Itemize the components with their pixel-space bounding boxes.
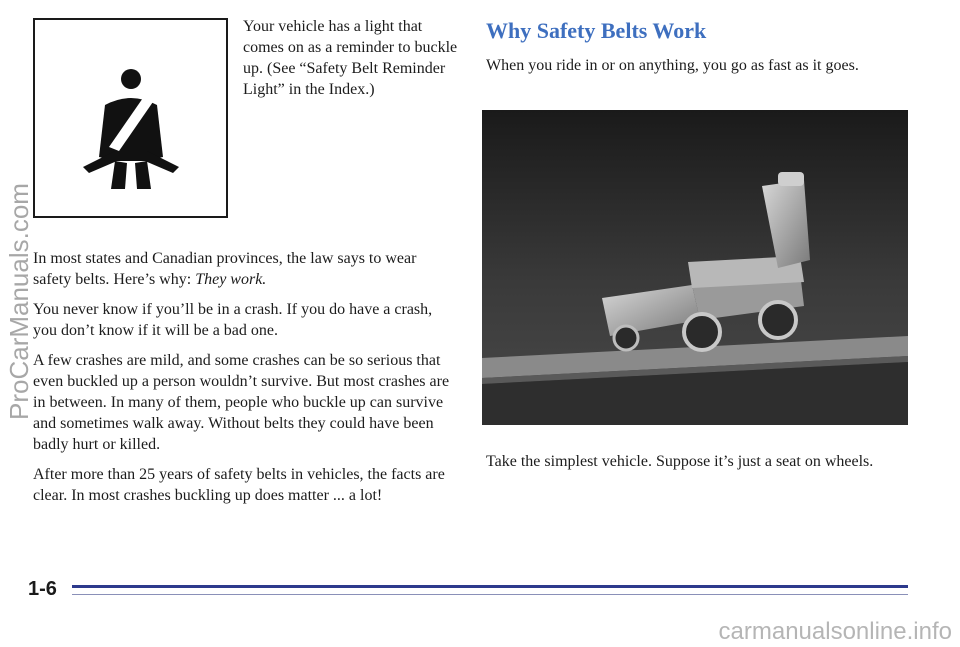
seat-on-wheels-illustration bbox=[482, 110, 908, 425]
side-watermark: ProCarManuals.com bbox=[4, 183, 34, 420]
body-paragraph-severity: A few crashes are mild, and some crashes can be so serious that even buckled up a person wouldn’t survive. But most crashes are in between. In many of them, people who buckle up can survive and sometimes walk away. Without belts they could have been badly hurt or killed. bbox=[33, 352, 450, 453]
emphasis-they-work: They work. bbox=[195, 271, 267, 288]
section-intro: When you ride in or on anything, you go as fast as it goes. bbox=[486, 57, 859, 74]
body-paragraph-facts: After more than 25 years of safety belts in vehicles, the facts are clear. In most crashes buckling up does matter ... a lot! bbox=[33, 466, 445, 504]
footer-rule-thin bbox=[72, 594, 908, 595]
body-paragraph-law: In most states and Canadian provinces, the law says to wear safety belts. Here’s why: They work. bbox=[33, 250, 417, 288]
seatbelt-reminder-icon-box bbox=[33, 18, 228, 218]
footer-rule bbox=[72, 585, 908, 588]
page-number: 1-6 bbox=[28, 578, 57, 600]
bottom-watermark: carmanualsonline.info bbox=[718, 618, 952, 645]
reminder-text: Your vehicle has a light that comes on as a reminder to buckle up. (See “Safety Belt Reminder Light” in the Index.) bbox=[243, 18, 458, 98]
illustration-caption: Take the simplest vehicle. Suppose it’s just a seat on wheels. bbox=[486, 453, 874, 470]
seat-on-wheels-drawing bbox=[482, 110, 908, 425]
seatbelt-person-icon bbox=[75, 65, 187, 195]
body-text bbox=[33, 248, 458, 515]
body-paragraph-crash: You never know if you’ll be in a crash. If you do have a crash, you don’t know if it will be a bad one. bbox=[33, 301, 433, 339]
section-heading: Why Safety Belts Work bbox=[486, 18, 707, 43]
